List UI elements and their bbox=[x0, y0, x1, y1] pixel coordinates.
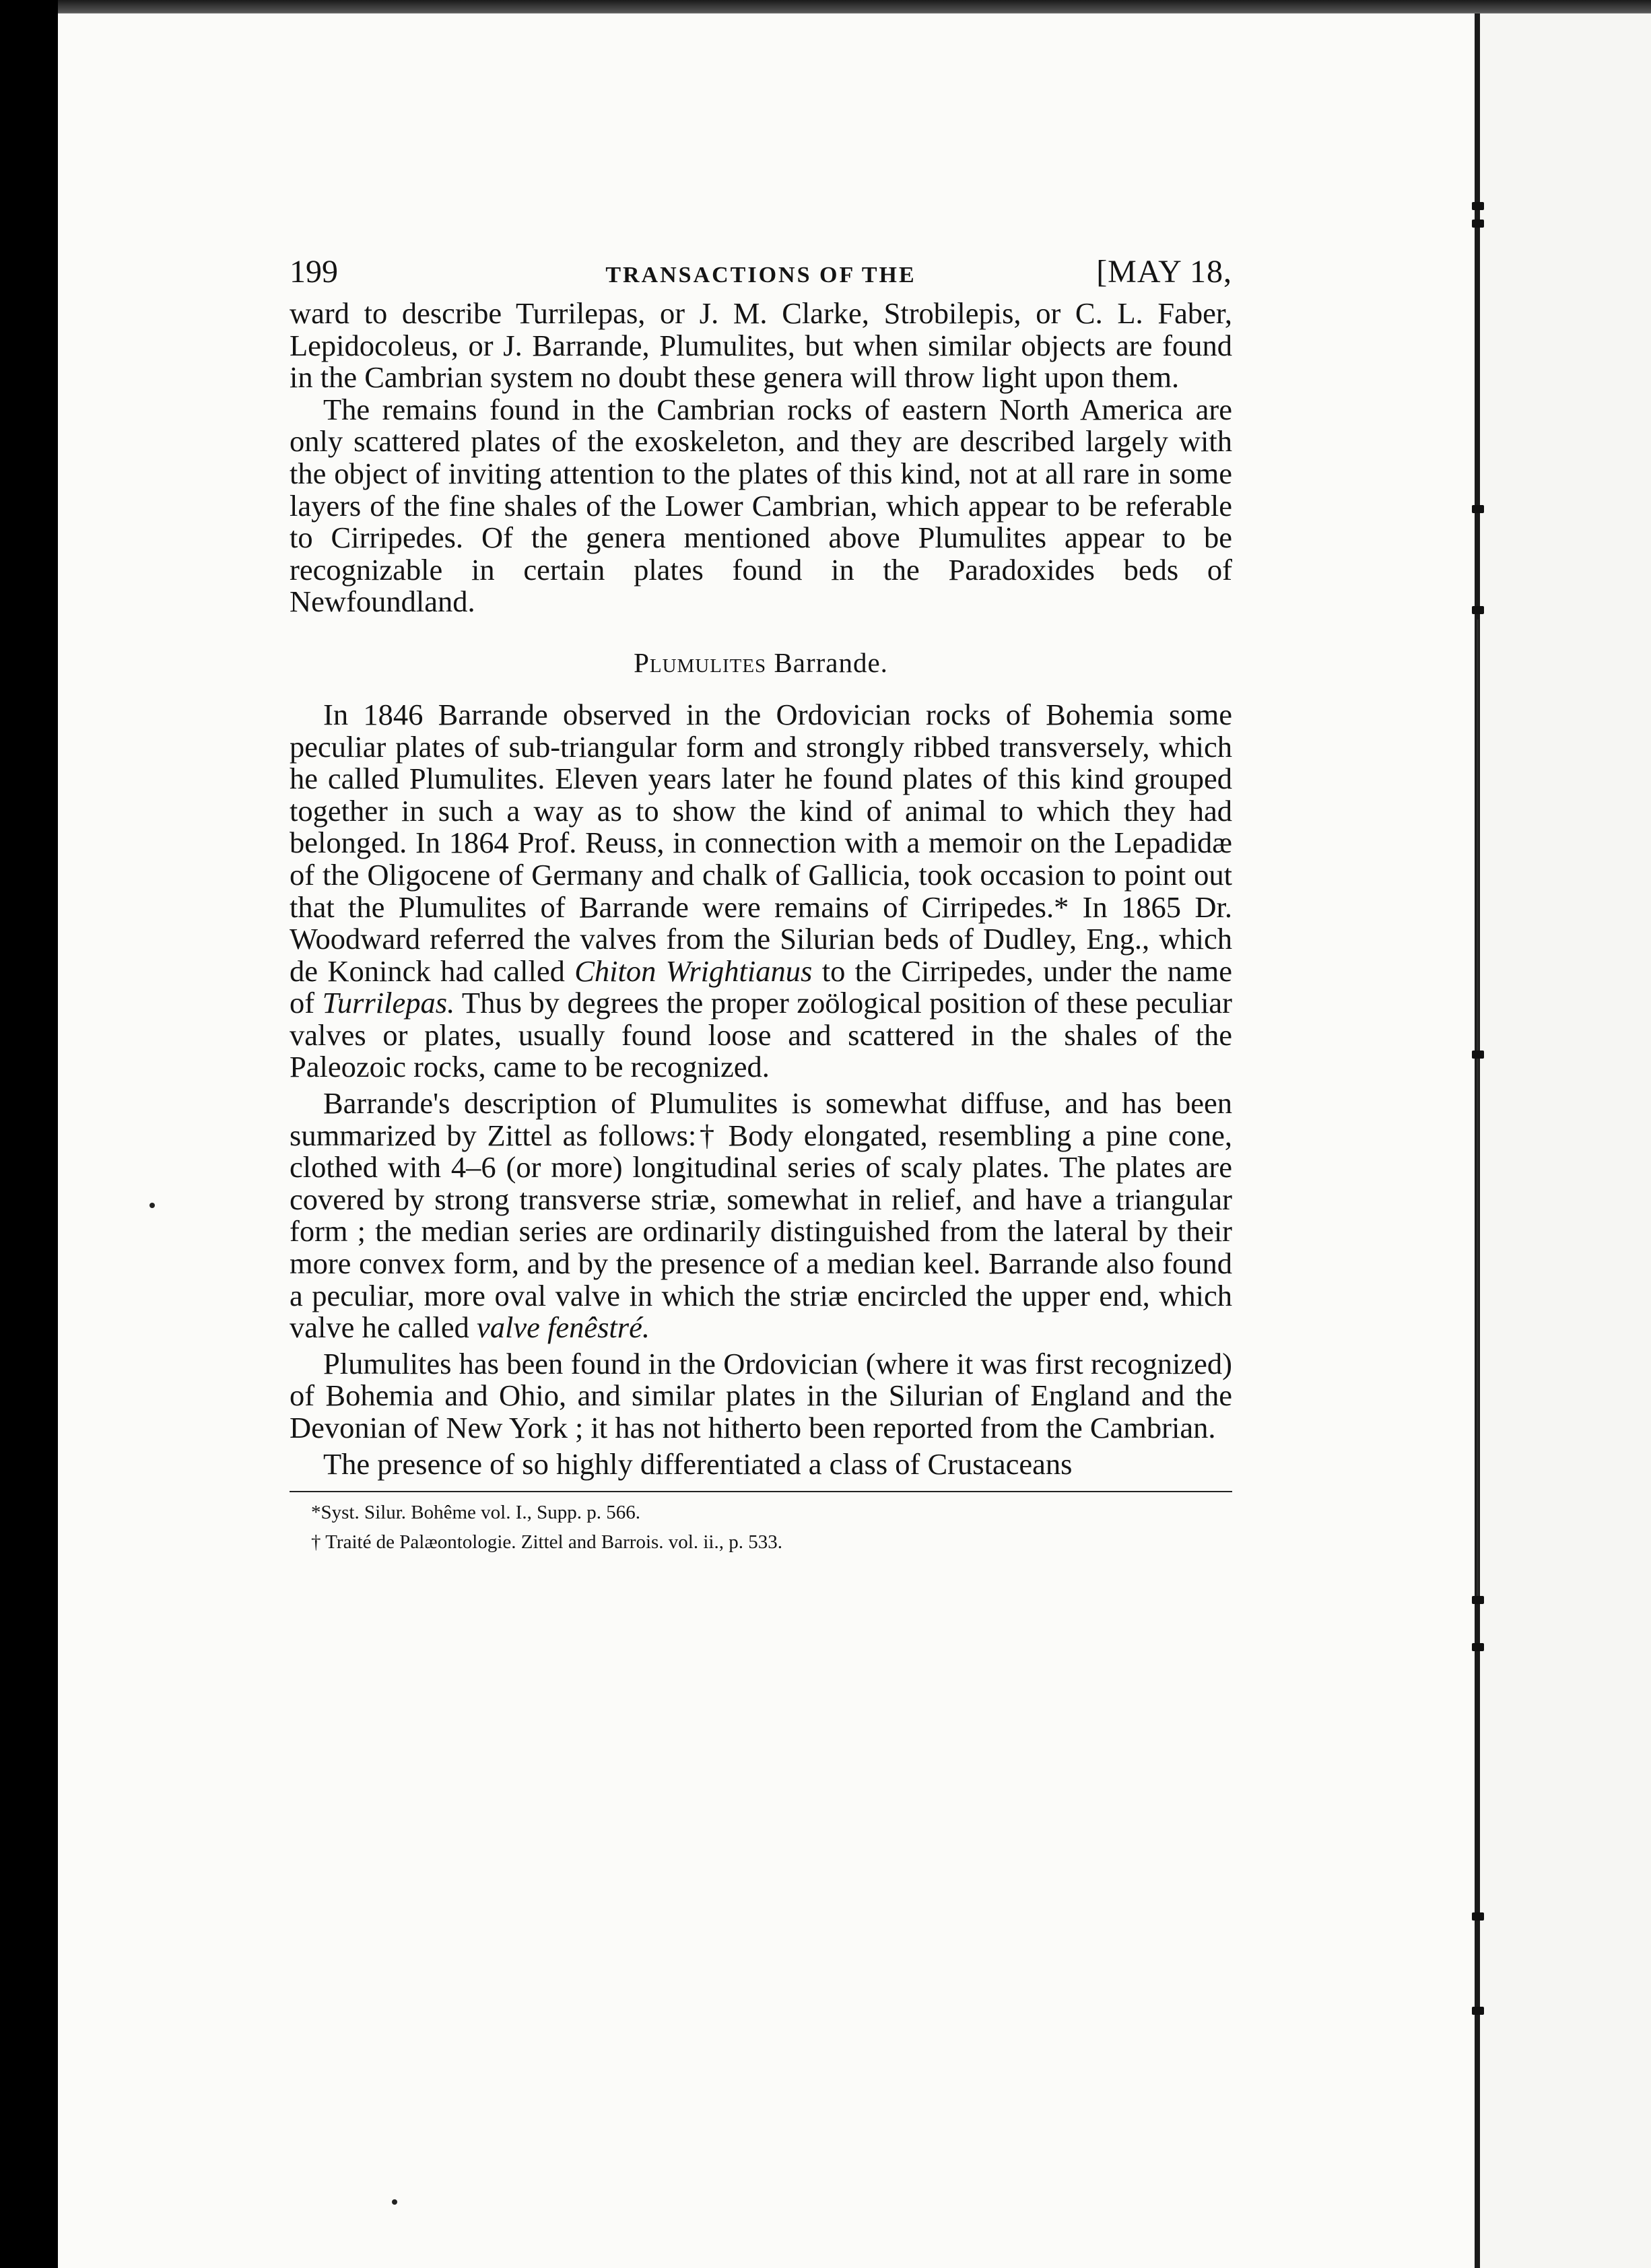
history-text-c: Thus by degrees the proper zoölogical position of these peculiar valves or plates, usually found loose and scattered in the shales of the Paleozoic rocks, came to be recognized. bbox=[290, 986, 1232, 1084]
print-speck bbox=[392, 2199, 397, 2205]
print-speck bbox=[149, 1203, 155, 1208]
paragraph-cambrian-remains: The remains found in the Cambrian rocks of eastern North America are only scattered plates of the exoskeleton, and they are described largely with the object of inviting attention to the plates of this kind, not at all rare in some layers of the fine shales of the Lower Cambrian, which appear to be referable to Cirripedes. Of the genera mentioned above Plumulites appear to be recognizable in certain plates found in the Paradoxides beds of Newfoundland. bbox=[290, 392, 1232, 619]
section-heading bbox=[290, 646, 1232, 679]
history-text-a: In 1846 Barrande observed in the Ordovician rocks of Bohemia some peculiar plates of sub-triangular form and strongly ribbed transversely, which he called Plumulites. Eleven years later he found plates of this kind grouped together in such a way as to show the kind of animal to which they had belonged. In 1864 Prof. Reuss, in connection with a memoir on the Lepadidæ of the Oligocene of Germany and chalk of Gallicia, took occasion to point out that the Plumulites of Barrande were remains of Cirripedes.* In 1865 Dr. Woodward referred the valves from the Silurian beds of Dudley, Eng., which de Koninck had called bbox=[290, 697, 1232, 988]
binding-stitch-mark bbox=[1472, 1596, 1484, 1604]
facing-page-strip bbox=[1480, 13, 1651, 2268]
binding-stitch-mark bbox=[1472, 202, 1484, 210]
binding-cord bbox=[1477, 620, 1479, 1603]
binding-stitch-mark bbox=[1472, 220, 1484, 228]
paragraph-continued: ward to describe Turrilepas, or J. M. Clarke, Strobilepis, or C. L. Faber, Lepidocoleus, or J. Barrande, Plumulites, but when similar objects are found in the Cambrian system no doubt these genera will throw light upon them. bbox=[290, 296, 1232, 395]
description-italic-valve: valve fenêstré. bbox=[476, 1310, 650, 1345]
history-text-b: to the Cirripedes, under the name of bbox=[290, 954, 1233, 1020]
binding-stitch-mark bbox=[1472, 1643, 1484, 1651]
footnote-2: † Traité de Palæontologie. Zittel and Barrois. vol. ii., p. 533. bbox=[311, 1531, 782, 1554]
binding-stitch-mark bbox=[1472, 505, 1484, 513]
binding-stitch-mark bbox=[1472, 1050, 1484, 1059]
footnote-1: *Syst. Silur. Bohême vol. I., Supp. p. 566. bbox=[311, 1502, 641, 1524]
paragraph-crustaceans: The presence of so highly differentiated a class of Crustaceans bbox=[323, 1446, 1073, 1481]
binding-stitch-mark bbox=[1472, 2007, 1484, 2015]
page-content bbox=[290, 248, 1232, 1557]
paragraph-history bbox=[290, 699, 1232, 1083]
section-author: Barrande. bbox=[774, 646, 888, 678]
history-italic-chiton: Chiton Wrightianus bbox=[574, 954, 813, 988]
binding-stitch-mark bbox=[1472, 606, 1484, 614]
history-italic-turrilepas: Turrilepas. bbox=[322, 986, 455, 1020]
running-head bbox=[290, 248, 1232, 298]
page-number: 199 bbox=[290, 254, 338, 290]
paragraph-description bbox=[290, 1088, 1232, 1344]
footnotes bbox=[290, 1498, 1232, 1557]
binding-stitch-mark bbox=[1472, 1912, 1484, 1921]
paragraph-occurrence: Plumulites has been found in the Ordovician (where it was first recognized) of Bohemia and Ohio, and similar plates in the Silurian of England and the Devonian of New York ; it has not hitherto been reported from the Cambrian. bbox=[290, 1346, 1232, 1444]
footnote-rule bbox=[290, 1491, 1232, 1492]
header-date: [MAY 18, bbox=[1096, 254, 1232, 290]
journal-title: TRANSACTIONS OF THE bbox=[605, 263, 916, 288]
description-text: Barrande's description of Plumulites is somewhat diffuse, and has been summarized by Zittel as follows:† Body elongated, resembling a pine cone, clothed with 4–6 (or more) longitudinal series of scaly plates. The plates are covered by strong transverse striæ, somewhat in relief, and have a triangular form ; the median series are ordinarily distinguished from the lateral by their more convex form, and by the presence of a median keel. Barrande also found a peculiar, more oval valve in which the striæ encircled the upper end, which valve he called bbox=[290, 1086, 1232, 1345]
section-genus-name: Plumulites bbox=[634, 646, 767, 678]
